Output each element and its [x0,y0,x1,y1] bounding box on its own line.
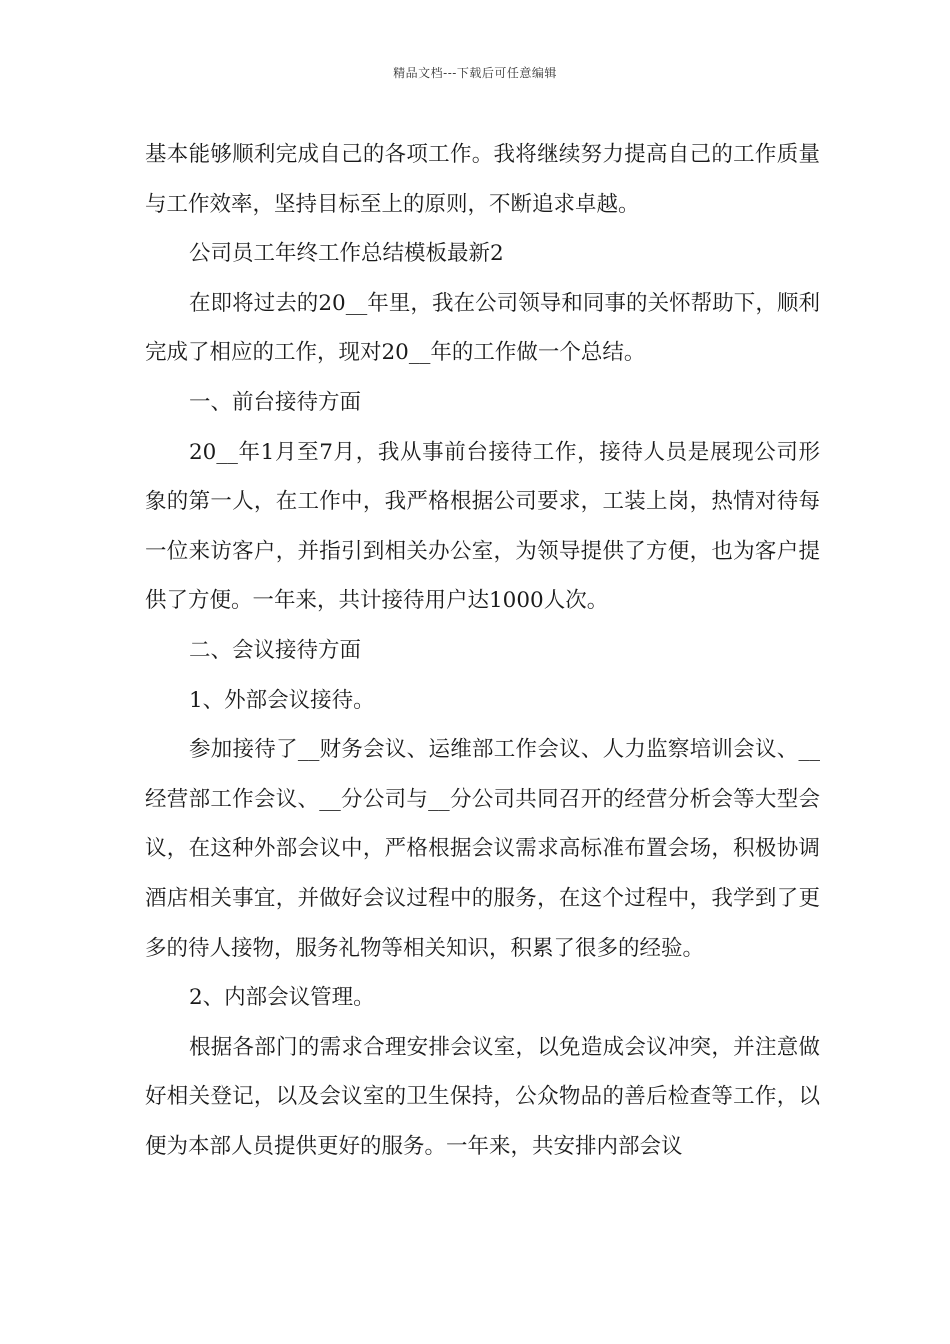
paragraph-reception: 20__年1月至7月，我从事前台接待工作，接待人员是展现公司形象的第一人，在工作中，我严格根据公司要求，工装上岗，热情对待每一位来访客户，并指引到相关办公室，为领导提供了方便，也为客户提供了方便。一年来，共计接待用户达1000人次。 [145,439,820,614]
heading-reception: 一、前台接待方面 [189,389,362,415]
subheading-external-meetings: 1、外部会议接待。 [189,687,375,713]
subheading-internal-meetings: 2、内部会议管理。 [189,985,375,1011]
heading-meetings: 二、会议接待方面 [189,637,362,663]
document-body [145,130,820,1171]
paragraph-internal-meetings: 根据各部门的需求合理安排会议室，以免造成会议冲突，并注意做好相关登记，以及会议室的卫生保持，公众物品的善后检查等工作，以便为本部人员提供更好的服务。一年来，共安排内部会议 [145,1034,820,1159]
section-title: 公司员工年终工作总结模板最新2 [189,241,504,267]
paragraph-intro: 在即将过去的20__年里，我在公司领导和同事的关怀帮助下，顺利完成了相应的工作，现对20__年的工作做一个总结。 [145,290,820,366]
header-note: 精品文档---下载后可任意编辑 [393,66,557,80]
paragraph-external-meetings: 参加接待了__财务会议、运维部工作会议、人力监察培训会议、__经营部工作会议、__分公司与__分公司共同召开的经营分析会等大型会议，在这种外部会议中，严格根据会议需求高标准布置会场，积极协调酒店相关事宜，并做好会议过程中的服务，在这个过程中，我学到了更多的待人接物，服务礼物等相关知识，积累了很多的经验。 [145,737,820,961]
paragraph-continuation: 基本能够顺利完成自己的各项工作。我将继续努力提高自己的工作质量与工作效率，坚持目标至上的原则，不断追求卓越。 [145,142,820,217]
